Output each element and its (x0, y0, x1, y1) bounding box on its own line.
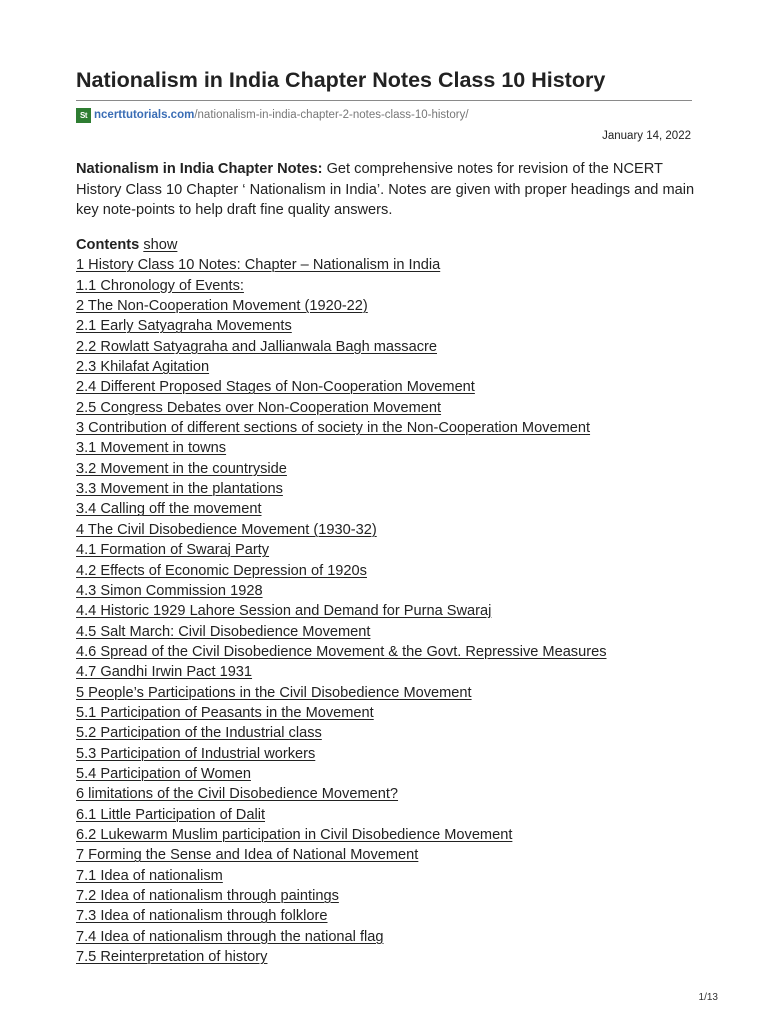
toc-show-toggle[interactable]: show (143, 237, 178, 253)
toc-link[interactable]: 7.1 Idea of nationalism (76, 867, 223, 884)
toc-item (76, 662, 716, 682)
toc-link[interactable]: 1.1 Chronology of Events: (76, 277, 244, 294)
toc-link[interactable]: 4.6 Spread of the Civil Disobedience Movement & the Govt. Repressive Measures (76, 643, 607, 660)
toc-item (76, 764, 716, 784)
toc-link[interactable]: 7.4 Idea of nationalism through the national flag (76, 928, 384, 945)
toc-link[interactable]: 7.2 Idea of nationalism through paintings (76, 888, 339, 904)
toc-item (76, 866, 716, 886)
toc-item (76, 581, 716, 601)
toc-item (76, 845, 716, 865)
toc-link[interactable]: 6.2 Lukewarm Muslim participation in Civil Disobedience Movement (76, 826, 513, 843)
publish-date: January 14, 2022 (602, 130, 691, 142)
site-logo-icon: St (76, 108, 91, 123)
intro-text: Get comprehensive notes for revision of the NCERT History Class 10 Chapter ‘ Nationalism in India’. Notes are given with proper headings and main key note-points to help draft fine quality answers. (76, 161, 695, 219)
toc-item (76, 825, 716, 845)
toc-link[interactable]: 3.4 Calling off the movement (76, 501, 262, 518)
toc-link[interactable]: 2.5 Congress Debates over Non-Cooperation Movement (76, 399, 442, 416)
toc-item (76, 377, 716, 397)
toc-item (76, 276, 716, 296)
toc-item (76, 459, 716, 479)
toc-link[interactable]: 5.3 Participation of Industrial workers (76, 745, 316, 762)
toc-link[interactable]: 4.5 Salt March: Civil Disobedience Movement (76, 623, 371, 640)
title-divider (76, 100, 692, 101)
toc-link[interactable]: 5 People’s Participations in the Civil Disobedience Movement (76, 684, 472, 701)
toc-link[interactable]: 2.1 Early Satyagraha Movements (76, 318, 292, 335)
toc-link[interactable]: 2.3 Khilafat Agitation (76, 359, 210, 376)
toc-item (76, 744, 716, 764)
page-number: 1/13 (698, 992, 718, 1003)
source-domain[interactable]: ncerttutorials.com (94, 109, 195, 121)
page-title: Nationalism in India Chapter Notes Class 10 History (76, 68, 606, 92)
toc-item (76, 418, 716, 438)
toc-link[interactable]: 3.1 Movement in towns (76, 440, 227, 457)
toc-item (76, 255, 716, 275)
toc-link[interactable]: 6 limitations of the Civil Disobedience Movement? (76, 786, 399, 803)
toc-item (76, 337, 716, 357)
toc-item (76, 805, 716, 825)
toc-item (76, 357, 716, 377)
toc-item (76, 703, 716, 723)
toc-item (76, 906, 716, 926)
toc-link[interactable]: 4.3 Simon Commission 1928 (76, 582, 263, 599)
toc-item (76, 784, 716, 804)
toc-item (76, 642, 716, 662)
toc-link[interactable]: 7.3 Idea of nationalism through folklore (76, 908, 328, 925)
toc-link[interactable]: 3.3 Movement in the plantations (76, 481, 283, 498)
toc-item (76, 499, 716, 519)
toc-link[interactable]: 5.4 Participation of Women (76, 765, 251, 782)
toc-link[interactable]: 4.1 Formation of Swaraj Party (76, 542, 270, 559)
toc-link[interactable]: 6.1 Little Participation of Dalit (76, 806, 266, 823)
toc-link[interactable]: 5.2 Participation of the Industrial class (76, 725, 322, 742)
toc-link[interactable]: 4 The Civil Disobedience Movement (1930-32) (76, 521, 377, 538)
toc-item (76, 723, 716, 743)
toc-link[interactable]: 4.7 Gandhi Irwin Pact 1931 (76, 664, 253, 681)
toc-link[interactable]: 7.5 Reinterpretation of history (76, 949, 268, 966)
toc-link[interactable]: 4.4 Historic 1929 Lahore Session and Demand for Purna Swaraj (76, 603, 492, 620)
toc-link[interactable]: 1 History Class 10 Notes: Chapter – Nationalism in India (76, 257, 441, 274)
toc-item (76, 622, 716, 642)
toc-link[interactable]: 2 The Non-Cooperation Movement (1920-22) (76, 298, 368, 315)
toc-item (76, 886, 716, 906)
toc-item (76, 927, 716, 947)
intro-paragraph (76, 159, 696, 221)
toc-item (76, 479, 716, 499)
toc-item (76, 947, 716, 967)
toc-link[interactable]: 3 Contribution of different sections of society in the Non-Cooperation Movement (76, 420, 591, 437)
toc-item (76, 601, 716, 621)
toc-link[interactable]: 4.2 Effects of Economic Depression of 1920s (76, 562, 367, 579)
toc-header (76, 235, 716, 255)
toc-item (76, 540, 716, 560)
toc-item (76, 438, 716, 458)
toc-item (76, 520, 716, 540)
toc-item (76, 398, 716, 418)
intro-heading: Nationalism in India Chapter Notes: (76, 161, 323, 177)
toc-link[interactable]: 3.2 Movement in the countryside (76, 460, 287, 477)
toc-link[interactable]: 5.1 Participation of Peasants in the Movement (76, 704, 374, 721)
source-link[interactable] (76, 107, 469, 123)
toc-label: Contents (76, 237, 140, 253)
toc-item (76, 296, 716, 316)
toc-link[interactable]: 7 Forming the Sense and Idea of National Movement (76, 847, 419, 864)
toc-link[interactable]: 2.2 Rowlatt Satyagraha and Jallianwala Bagh massacre (76, 338, 437, 355)
toc-list (76, 255, 716, 967)
toc-item (76, 683, 716, 703)
source-path[interactable]: /nationalism-in-india-chapter-2-notes-class-10-history/ (194, 109, 469, 121)
table-of-contents (76, 235, 716, 967)
toc-item (76, 316, 716, 336)
toc-link[interactable]: 2.4 Different Proposed Stages of Non-Cooperation Movement (76, 379, 475, 396)
toc-item (76, 561, 716, 581)
